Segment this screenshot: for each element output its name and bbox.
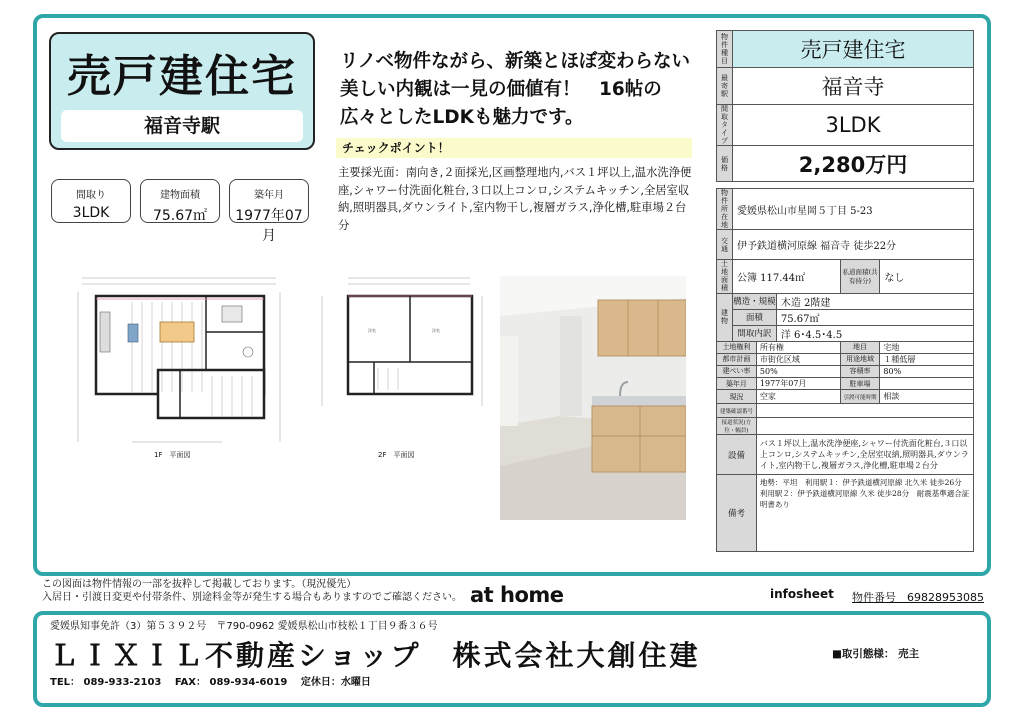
location-label: 物件所在地 [717, 189, 733, 230]
land-category-value: 宅地 [880, 341, 974, 353]
remarks-value: 地勢：平坦 利用駅１：伊予鉄道横河原線 北久米 徒歩26分 利用駅２：伊予鉄道横河原線 久米 徒歩28分 耐震基準適合証明書あり [756, 475, 973, 552]
license-address: 愛媛県知事免許（3）第５３９２号 〒790-0962 愛媛県松山市枝松１丁目９番３６号 [50, 621, 438, 632]
permit-label: 建築確認番号 [717, 404, 757, 418]
kitchen-photo [500, 276, 686, 520]
summary-table [716, 30, 974, 182]
headline: リノベ物件ながら、新築とほぼ変わらない美しい内観は一見の価値有！ 16帖の広々としたLDKも魅力です。 [340, 51, 691, 128]
title-box [49, 32, 315, 150]
rooms-value: 洋 6･4.5･4.5 [776, 325, 973, 341]
spec-box-area [140, 179, 220, 223]
floorplan-1f-label: 1F 平面図 [154, 451, 191, 459]
price-value: 2,280万円 [733, 146, 974, 182]
coverage-label: 建ぺい率 [717, 365, 757, 377]
athome-logo: at home [470, 583, 564, 607]
equipment-label: 設備 [717, 435, 757, 475]
land-area-value: 公簿 117.44㎡ [732, 260, 840, 293]
land-rights-value: 所有権 [756, 341, 840, 353]
type-label: 物件種目 [717, 31, 733, 68]
company-name: ＬＩＸＩＬ不動産ショップ 株式会社大創住建 [50, 639, 701, 672]
equipment-value: バス１坪以上,温水洗浄便座,シャワー付洗面化粧台,３口以上コンロ,システムキッチン,全居室収納,照明器具,ダウンライト,室内物干し,複層ガラス,浄化槽,駐車場２台分 [756, 435, 973, 475]
disclaimer-line-1: この図面は物件情報の一部を抜粋して掲載しております。（現況優先） [42, 579, 357, 590]
station-label: 最寄駅 [717, 68, 733, 105]
parking-label: 駐車場 [840, 377, 880, 389]
land-rights-label: 土地権利 [717, 341, 757, 353]
svg-text:洋室: 洋室 [368, 328, 376, 333]
structure-value: 木造 2階建 [776, 293, 973, 309]
property-number: 物件番号 69828953085 [852, 591, 984, 604]
type-value: 売戸建住宅 [733, 31, 974, 68]
spec-label: 間取り [76, 190, 106, 201]
city-plan-value: 市街化区域 [756, 353, 840, 365]
deal-type: ■取引態様： 売主 [832, 648, 920, 660]
building-label: 建物 [717, 293, 733, 341]
land-category-label: 地目 [840, 341, 880, 353]
contact-info: TEL： 089-933-2103 FAX： 089-934-6019 定休日：水曜日 [50, 677, 371, 688]
price-label: 価格 [717, 146, 733, 182]
permit-value [756, 404, 973, 418]
private-road-label: 私道面積(共有持分) [840, 260, 880, 293]
transport-label: 交通 [717, 230, 733, 260]
property-type-title: 売戸建住宅 [67, 51, 297, 102]
land-area-label: 土地面積 [717, 260, 733, 293]
spec-value: 75.67㎡ [152, 208, 208, 224]
station-name: 福音寺駅 [61, 110, 303, 142]
station-value: 福音寺 [733, 68, 974, 105]
layout-value: 3LDK [733, 105, 974, 146]
floorplan-2f-drawing [314, 272, 490, 468]
disclaimer-line-2: 入居日・引渡日変更や付帯条件、別途料金等が発生する場合もありますのでご確認ください。 [42, 592, 462, 603]
delivery-value: 相談 [880, 390, 974, 404]
rooms-label: 間取内訳 [732, 325, 776, 341]
delivery-label: 引渡可能時期 [840, 390, 880, 404]
private-road-value: なし [880, 260, 974, 293]
zoning-value: １種低層 [880, 353, 974, 365]
layout-label: 間取タイプ [717, 105, 733, 146]
spec-label: 築年月 [254, 190, 284, 201]
floorplan-1f-drawing [72, 272, 286, 468]
spec-box-built [229, 179, 309, 244]
parking-value [880, 377, 974, 389]
remarks-label: 備考 [717, 475, 757, 552]
road-value [756, 418, 973, 435]
spec-value: 3LDK [72, 205, 110, 221]
disclaimer [42, 578, 462, 604]
area-value: 75.67㎡ [776, 309, 973, 325]
spec-label: 建物面積 [160, 190, 200, 201]
infosheet-label: infosheet [770, 587, 834, 601]
built-value: 1977年07月 [756, 377, 840, 389]
coverage-value: 50% [756, 365, 840, 377]
details-table [716, 188, 974, 552]
transport-value: 伊予鉄道横河原線 福音寺 徒歩22分 [732, 230, 973, 260]
status-label: 現況 [717, 390, 757, 404]
interior-photo [500, 276, 686, 520]
built-label: 築年月 [717, 377, 757, 389]
far-label: 容積率 [840, 365, 880, 377]
features-text: 主要採光面：南向き,２面採光,区画整理地内,バス１坪以上,温水洗浄便座,シャワー付洗面化粧台,３口以上コンロ,システムキッチン,全居室収納,照明器具,ダウンライト,室内物干し,複層ガラス,浄化槽,駐車場２台分 [338, 166, 692, 232]
svg-text:洋室: 洋室 [432, 328, 440, 333]
status-value: 空家 [756, 390, 840, 404]
road-label: 接道状況(方位・幅員) [717, 418, 757, 435]
spec-box-layout [51, 179, 131, 223]
checkpoint-label: チェックポイント！ [336, 138, 692, 158]
far-value: 80% [880, 365, 974, 377]
zoning-label: 用途地域 [840, 353, 880, 365]
location-value: 愛媛県松山市星岡５丁目 5-23 [732, 189, 973, 230]
floorplan-2f [314, 272, 490, 468]
spec-value: 1977年07月 [235, 208, 303, 244]
structure-label: 構造・規模 [732, 293, 776, 309]
area-label: 面積 [732, 309, 776, 325]
floorplan-2f-label: 2F 平面図 [378, 451, 415, 459]
floorplan-1f [72, 272, 286, 468]
city-plan-label: 都市計画 [717, 353, 757, 365]
